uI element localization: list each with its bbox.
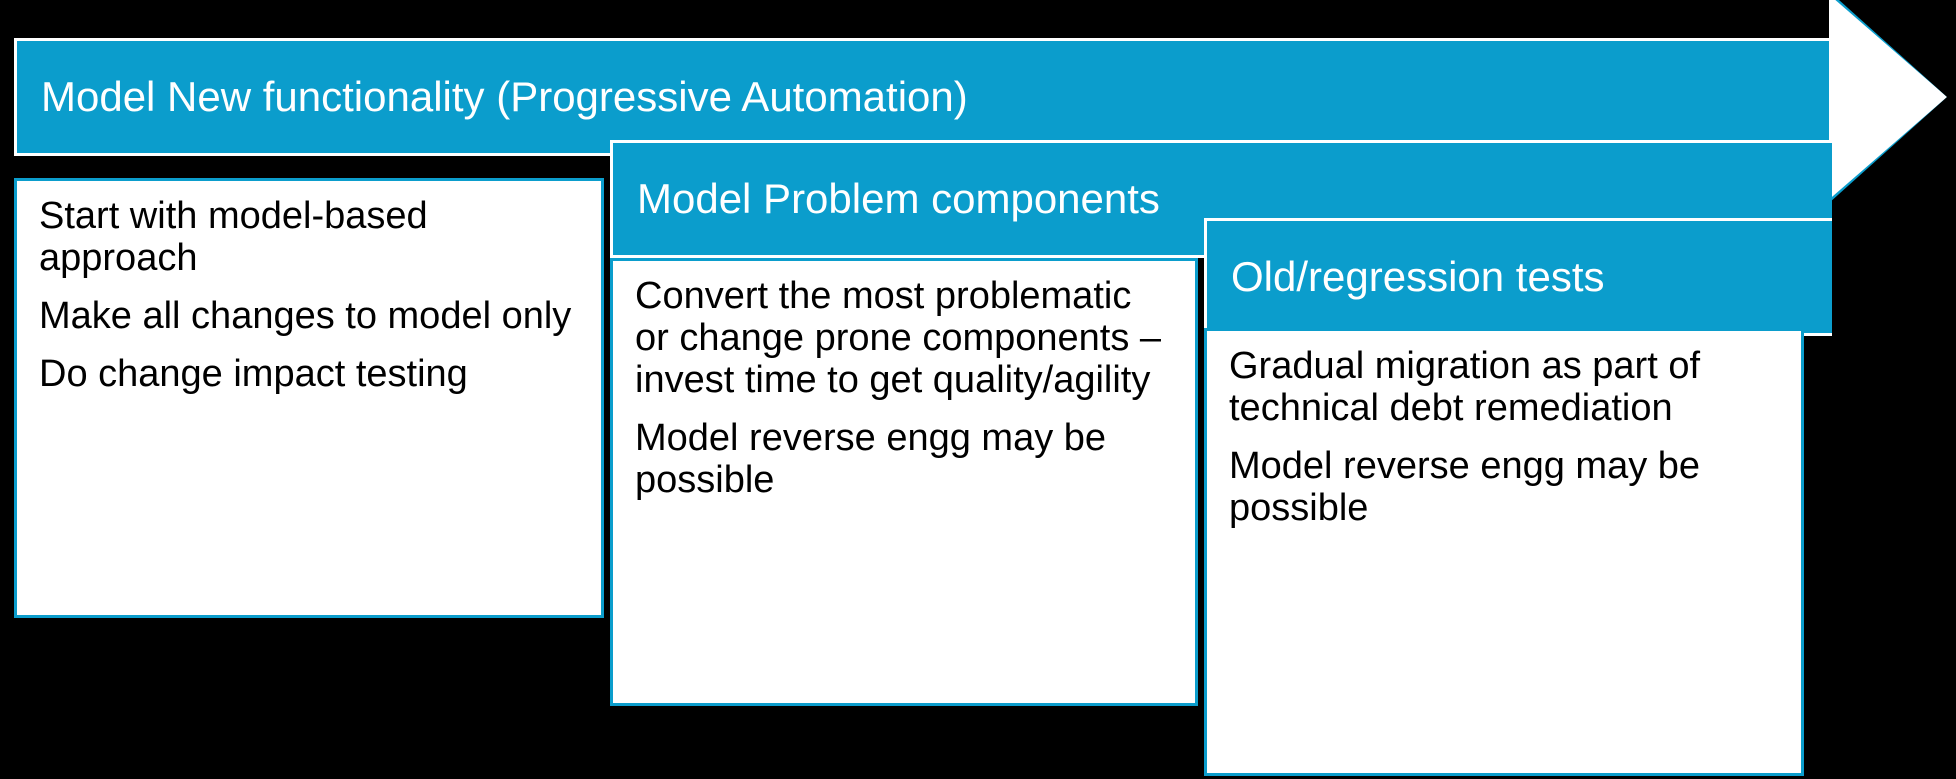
stage-3-arrow-body	[1204, 218, 1832, 336]
stage-3-content-panel	[1204, 328, 1804, 776]
stage-1-arrow-head-icon	[1829, 0, 1947, 203]
stage-3-arrow-banner	[1204, 218, 1832, 336]
stage-1-bullet: Start with model-based approach	[39, 195, 428, 279]
stage-1-arrow-banner	[14, 38, 1832, 156]
stage-3-title: Old/regression tests	[1231, 253, 1605, 300]
stage-2-bullet: Convert the most problematic or change prone components – invest time to get quality/agility	[635, 275, 1162, 401]
stage-2-content-panel	[610, 258, 1198, 706]
stage-1-title: Model New functionality (Progressive Automation)	[41, 73, 968, 120]
stage-1-bullet: Do change impact testing	[39, 353, 468, 395]
stage-2-title: Model Problem components	[637, 175, 1160, 222]
stage-2-bullet: Model reverse engg may be possible	[635, 417, 1107, 501]
stage-1-arrow-body	[14, 38, 1832, 156]
stage-3-bullet: Gradual migration as part of technical debt remediation	[1229, 345, 1701, 429]
stage-1-content-panel	[14, 178, 604, 618]
stage-3-bullet: Model reverse engg may be possible	[1229, 445, 1701, 529]
stage-1-bullet: Make all changes to model only	[39, 295, 572, 337]
